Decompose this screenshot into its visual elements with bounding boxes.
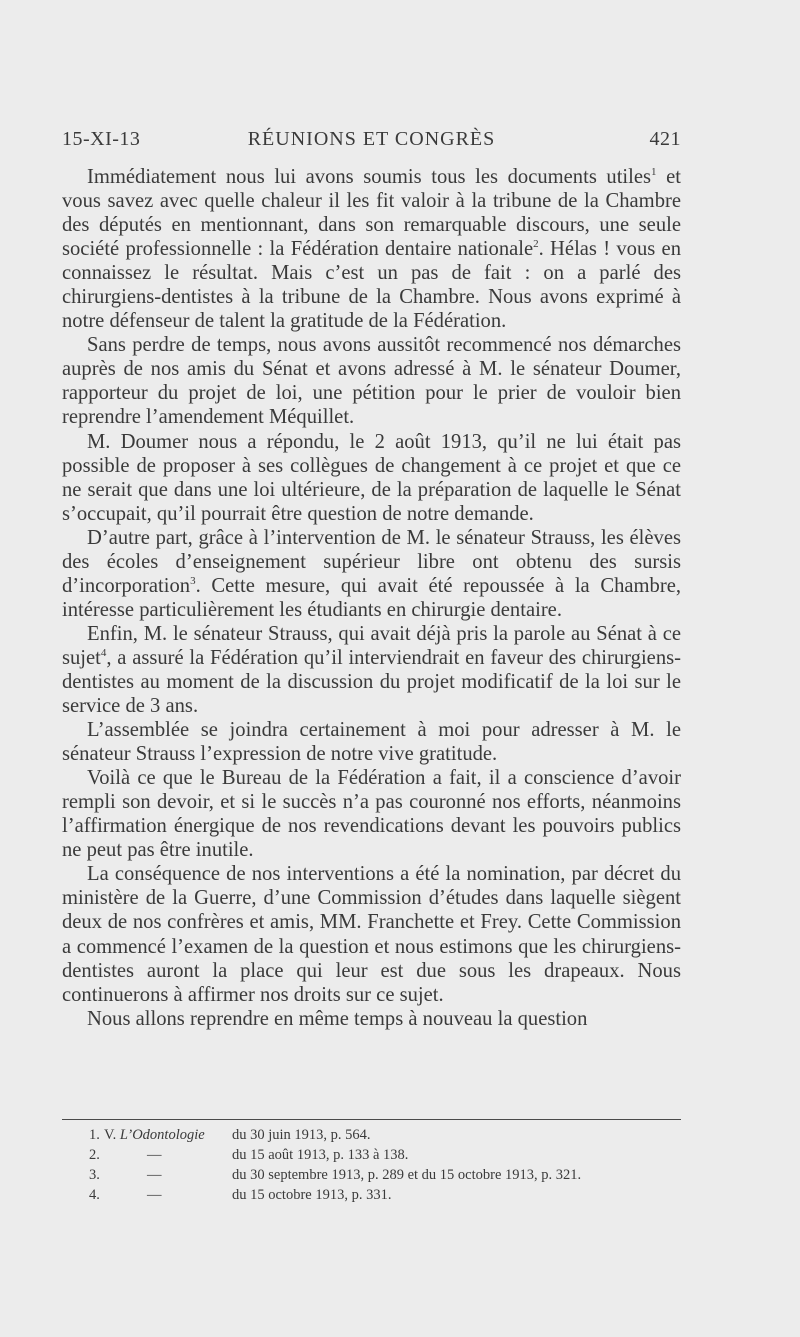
paragraph: [62, 333, 681, 429]
paragraph-text: Sans perdre de temps, nous avons aussitôt recommencé nos démarches auprès de nos amis du Sénat et avons adressé à M. le sénateur Doumer, rapporteur du projet de loi, une pétition pour le prier de vouloir bien reprendre l’amendement Méquillet.: [62, 334, 681, 429]
paragraph-text: , a assuré la Fédération qu’il interviendrait en faveur des chirurgiens-dentistes au moment de la discussion du projet modificatif de la loi sur le service de 3 ans.: [62, 646, 681, 718]
footnote-marker[interactable]: 1: [651, 166, 657, 179]
footnote-number: 3.: [89, 1167, 100, 1183]
footnote-ditto-dash: —: [147, 1167, 162, 1183]
paragraph-text: D’autre part, grâce à l’intervention de M. le sénateur Strauss, les élèves des écoles d’enseignement supérieur libre ont obtenu des sursis d’incorporation: [62, 526, 681, 597]
paragraph: [62, 526, 681, 622]
footnote: [89, 1125, 689, 1145]
paragraph-text: L’assemblée se joindra certainement à moi pour adresser à M. le sénateur Strauss l’expression de notre vive gratitude.: [62, 719, 681, 766]
header-title: RÉUNIONS ET CONGRÈS: [247, 128, 496, 150]
page-number: 421: [649, 128, 681, 150]
paragraph: [62, 430, 681, 526]
footnote-source: [104, 1125, 205, 1145]
footnote-marker[interactable]: 2: [533, 238, 539, 251]
paragraph: [62, 1007, 681, 1031]
footnote: [89, 1145, 689, 1165]
footnote-marker[interactable]: 3: [190, 574, 196, 587]
footnote-ditto-dash: —: [147, 1147, 162, 1163]
footnote-number: 4.: [89, 1187, 100, 1203]
paragraph-text: et vous savez avec quelle chaleur il les fit valoir à la tribune de la Chambre des députés en mentionnant, dans son remarquable discours, une seule société professionnelle : la Fédération dentaire nationale: [62, 166, 681, 261]
body-text: [62, 165, 681, 1031]
paragraph: [62, 862, 681, 1006]
header-date: 15-XI-13: [62, 128, 141, 150]
paragraph-text: Enfin, M. le sénateur Strauss, qui avait déjà pris la parole au Sénat à ce sujet: [62, 622, 681, 669]
footnote-reference: du 15 août 1913, p. 133 à 138.: [232, 1147, 409, 1163]
paragraph-text: Immédiatement nous lui avons soumis tous les documents utiles: [87, 166, 652, 188]
footnote: [89, 1165, 689, 1185]
paragraph-text: . Cette mesure, qui avait été repoussée à la Chambre, intéresse particulièrement les étudiants en chirurgie dentaire.: [62, 574, 681, 621]
footnote-source-prefix: V.: [104, 1127, 120, 1143]
footnote-reference: du 15 octobre 1913, p. 331.: [232, 1187, 392, 1203]
footnotes: [89, 1125, 689, 1205]
paragraph-text: La conséquence de nos interventions a été la nomination, par décret du ministère de la Guerre, d’une Commission d’études dans laquelle siègent deux de nos confrères et amis, MM. Franchette et Frey. Cette Commission a commencé l’examen de la question et nous estimons que les chirurgiens-dentistes auront la place qui leur est due sous les drapeaux. Nous continuerons à affirmer nos droits sur ce sujet.: [62, 863, 681, 1006]
footnote-journal-title: L’Odontologie: [119, 1127, 205, 1143]
footnote-ditto-dash: —: [147, 1187, 162, 1203]
paragraph: [62, 766, 681, 862]
footnote-reference: du 30 septembre 1913, p. 289 et du 15 octobre 1913, p. 321.: [232, 1167, 582, 1183]
paragraph-text: M. Doumer nous a répondu, le 2 août 1913, qu’il ne lui était pas possible de proposer à ses collègues de changement à ce projet et que ce ne serait que dans une loi ultérieure, de la préparation de laquelle le Sénat s’occupait, qu’il pourrait être question de notre demande.: [62, 430, 681, 525]
paragraph-text: . Hélas ! vous en connaissez le résultat. Mais c’est un pas de fait : on a parlé des chirurgiens-dentistes à la tribune de la Chambre. Nous avons exprimé à notre défenseur de talent la gratitude de la Fédération.: [62, 238, 681, 333]
paragraph: [62, 165, 681, 333]
footnote-number: 1.: [89, 1127, 100, 1143]
footnote-marker[interactable]: 4: [100, 647, 107, 660]
footnote-number: 2.: [89, 1147, 100, 1163]
paragraph-text: Nous allons reprendre en même temps à nouveau la question: [87, 1007, 588, 1030]
footnote-reference: du 30 juin 1913, p. 564.: [232, 1127, 371, 1143]
footnote: [89, 1185, 689, 1205]
running-header: [62, 128, 681, 156]
paragraph-text: Voilà ce que le Bureau de la Fédération a fait, il a conscience d’avoir rempli son devoir, et si le succès n’a pas couronné nos efforts, néanmoins l’affirmation énergique de nos revendications devant les pouvoirs publics ne peut pas être inutile.: [62, 767, 681, 862]
paragraph: [62, 622, 681, 718]
paragraph: [62, 718, 681, 766]
footnote-separator: [62, 1119, 681, 1120]
